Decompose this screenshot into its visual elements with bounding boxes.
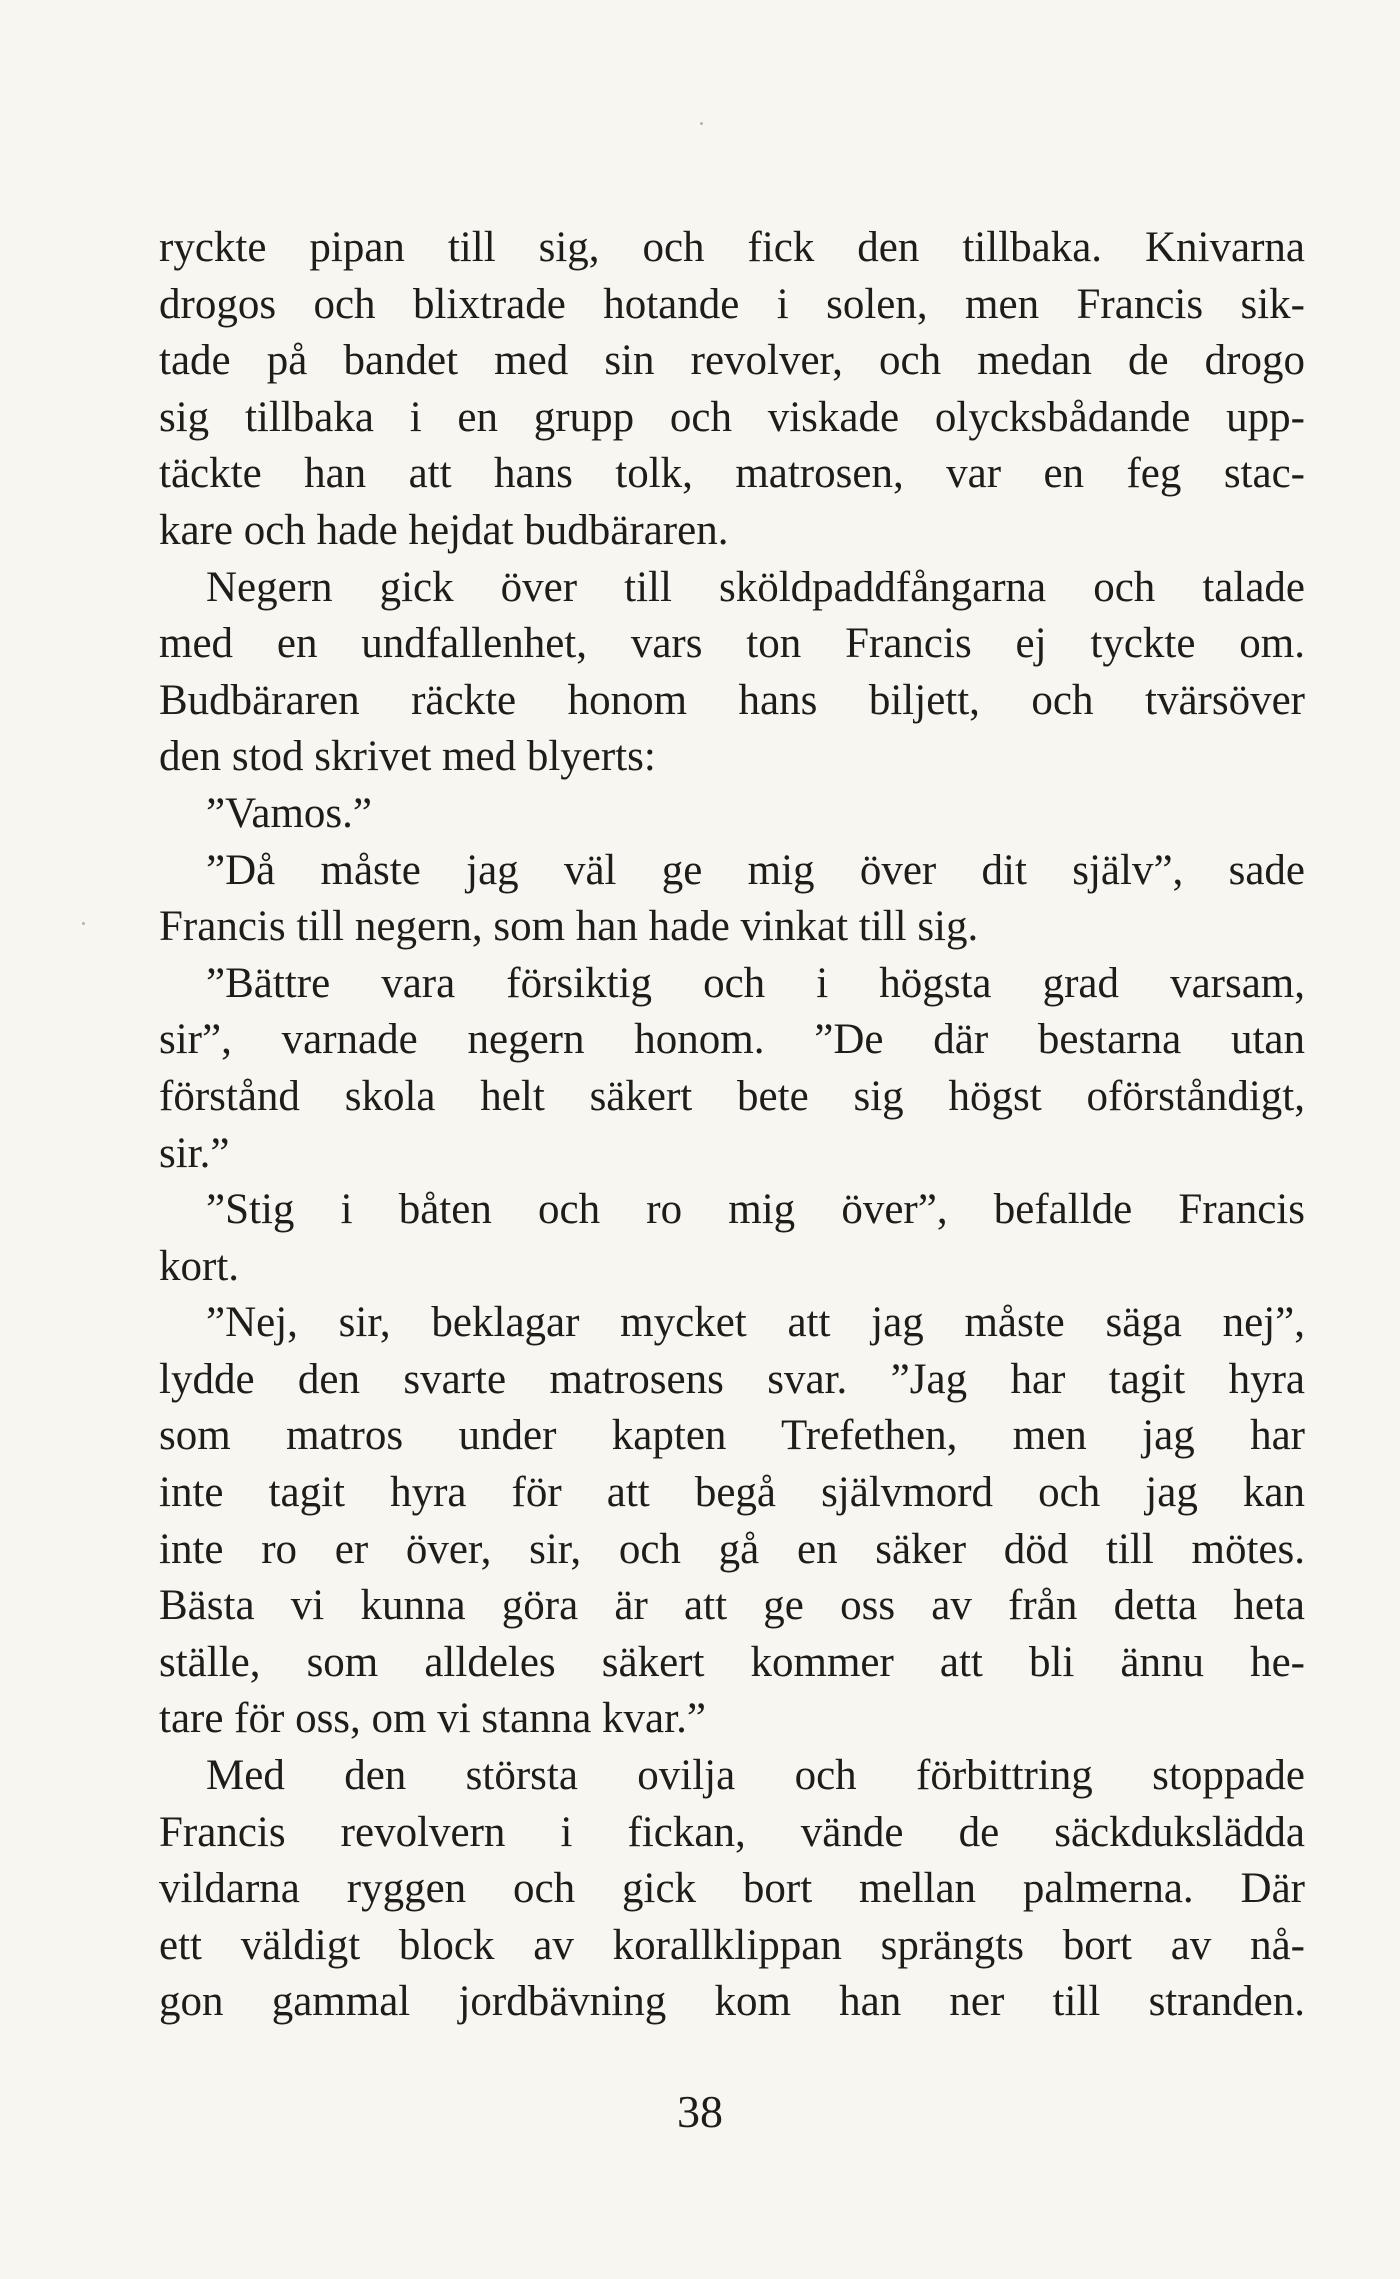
text-line: täckte han att hans tolk, matrosen, var en feg stac- [159,450,1305,498]
text-line: inte ro er över, sir, och gå en säker död till mötes. [159,1525,1305,1573]
text-line: Bästa vi kunna göra är att ge oss av från detta heta [159,1582,1305,1630]
text-line: tade på bandet med sin revolver, och medan de drogo [159,337,1305,385]
text-line: inte tagit hyra för att begå självmord och jag kan [159,1469,1305,1517]
text-line: ett väldigt block av korallklippan sprängts bort av nå- [159,1921,1305,1969]
text-line: ”Stig i båten och ro mig över”, befallde Francis [206,1186,1305,1234]
text-line: gon gammal jordbävning kom han ner till stranden. [159,1978,1305,2026]
text-line: Negern gick över till sköldpaddfångarna och talade [206,563,1305,611]
text-line: lydde den svarte matrosens svar. ”Jag har tagit hyra [159,1355,1305,1403]
text-line: ”Då måste jag väl ge mig över dit själv”, sade [206,846,1305,894]
text-line: drogos och blixtrade hotande i solen, men Francis sik- [159,280,1305,328]
text-line: sir.” [159,1129,230,1177]
text-line: ställe, som alldeles säkert kommer att bli ännu he- [159,1638,1305,1686]
text-line: förstånd skola helt säkert bete sig högst oförståndigt, [159,1072,1305,1120]
text-line: som matros under kapten Trefethen, men jag har [159,1412,1305,1460]
text-line: Med den största ovilja och förbittring stoppade [206,1752,1305,1800]
text-line: ”Nej, sir, beklagar mycket att jag måste säga nej”, [206,1299,1305,1347]
text-line: ryckte pipan till sig, och fick den tillbaka. Knivarna [159,224,1305,271]
text-line: den stod skrivet med blyerts: [159,733,656,781]
text-line: vildarna ryggen och gick bort mellan palmerna. Där [159,1865,1305,1913]
text-line: ”Bättre vara försiktig och i högsta grad varsam, [206,959,1305,1007]
text-line: sir”, varnade negern honom. ”De där bestarna utan [159,1016,1305,1064]
text-line: Francis revolvern i fickan, vände de säckdukslädda [159,1808,1305,1856]
text-line: med en undfallenhet, vars ton Francis ej tyckte om. [159,620,1305,668]
text-line: tare för oss, om vi stanna kvar.” [159,1695,706,1743]
text-line: Francis till negern, som han hade vinkat till sig. [159,903,979,951]
body-text [159,220,1305,2031]
paper-speck [700,122,703,125]
page-number: 38 [677,2086,723,2137]
text-line: ”Vamos.” [206,789,372,837]
text-line: kare och hade hejdat budbäraren. [159,506,729,554]
paper-speck [82,922,85,925]
text-line: kort. [159,1242,240,1290]
text-line: sig tillbaka i en grupp och viskade olycksbådande upp- [159,393,1305,441]
text-line: Budbäraren räckte honom hans biljett, och tvärsöver [159,676,1305,724]
